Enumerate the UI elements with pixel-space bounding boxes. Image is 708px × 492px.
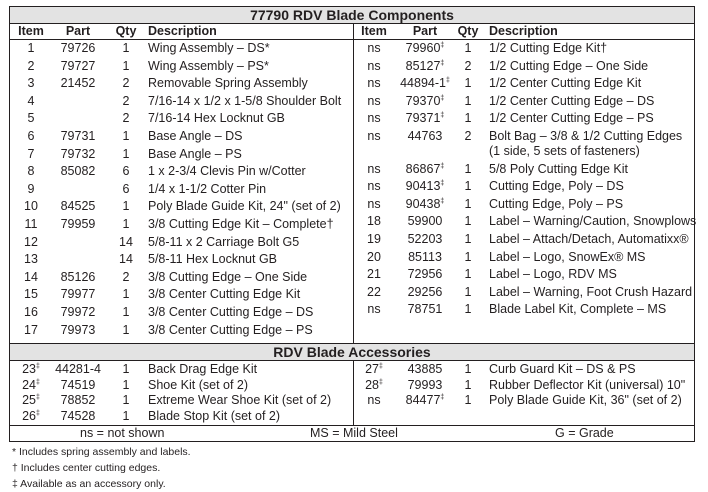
description: (1 side, 5 sets of fasteners) (489, 144, 640, 158)
description: Curb Guard Kit – DS & PS (489, 362, 636, 376)
item-number: ns (367, 111, 381, 126)
quantity: 6 (122, 164, 130, 179)
description: Label – Attach/Detach, Automatixx® (489, 231, 689, 246)
description: Label – Logo, RDV MS (489, 267, 617, 282)
item-number: ns (367, 161, 381, 176)
description: 1/2 Center Cutting Edge Kit (489, 76, 642, 91)
description: Poly Blade Guide Kit, 36" (set of 2) (489, 393, 682, 408)
quantity: 1 (122, 393, 130, 408)
quantity: 1 (464, 249, 472, 264)
item-number: 10 (24, 199, 38, 214)
item-number: 25‡ (22, 393, 40, 408)
part-number: 79732 (60, 146, 96, 161)
item-number: 22 (367, 284, 381, 299)
description: 1/4 x 1-1/2 Cotter Pin (148, 181, 267, 196)
part-number: 79972 (60, 305, 96, 319)
description: Bolt Bag – 3/8 & 1/2 Cutting Edges (489, 129, 683, 143)
quantity: 1 (464, 362, 472, 376)
item-number: 9 (27, 181, 35, 196)
description: Cutting Edge, Poly – PS (489, 196, 624, 211)
item-number: ns (367, 393, 381, 408)
item-number: ns (367, 196, 381, 211)
part-number: 85082 (60, 164, 96, 179)
part-number: 84477‡ (405, 393, 445, 408)
item-number: 5 (27, 111, 35, 126)
table-title: 77790 RDV Blade Components (10, 7, 694, 23)
item-number: 19 (367, 231, 381, 246)
item-number: 17 (24, 322, 38, 337)
part-number: 52203 (407, 231, 443, 246)
footnote-center-edges: † Includes center cutting edges. (12, 462, 161, 474)
item-number: ns (367, 41, 381, 55)
part-number: 90438‡ (405, 196, 445, 211)
quantity: 1 (464, 284, 472, 299)
quantity: 1 (464, 393, 472, 408)
part-number: 72956 (407, 267, 443, 282)
item-number: 15 (24, 287, 38, 302)
footnote-accessory: ‡ Available as an accessory only. (12, 478, 166, 490)
item-number: 24‡ (22, 377, 40, 392)
legend-grade: G = Grade (555, 426, 614, 440)
part-number: 79371‡ (405, 111, 445, 126)
part-number: 90413‡ (405, 179, 445, 194)
quantity: 1 (464, 76, 472, 91)
item-number: 21 (367, 267, 381, 282)
item-number: 20 (367, 249, 381, 264)
description: Removable Spring Assembly (148, 76, 308, 91)
part-number: 79370‡ (405, 93, 445, 108)
item-number: ns (367, 179, 381, 194)
description: 3/8 Center Cutting Edge Kit (148, 287, 301, 302)
description: 3/8 Cutting Edge – One Side (148, 269, 308, 284)
quantity: 1 (122, 217, 130, 231)
part-number: 79726 (60, 41, 96, 55)
quantity: 1 (464, 196, 472, 211)
quantity: 1 (122, 58, 130, 73)
divider (10, 39, 694, 40)
item-number: 27‡ (365, 362, 383, 376)
part-number: 79993 (407, 377, 443, 392)
quantity: 2 (464, 58, 472, 73)
quantity: 2 (122, 76, 130, 91)
description: 3/8 Center Cutting Edge – PS (148, 322, 313, 337)
quantity: 1 (464, 214, 472, 229)
item-number: 13 (24, 252, 38, 267)
quantity: 1 (464, 161, 472, 176)
part-number: 21452 (60, 76, 96, 91)
item-number: 18 (367, 214, 381, 229)
description: 5/8-11 Hex Locknut GB (148, 252, 278, 267)
header-qty: Qty (115, 24, 137, 38)
header-part: Part (412, 24, 438, 38)
quantity: 2 (122, 111, 130, 126)
header-description: Description (489, 24, 558, 38)
quantity: 14 (119, 234, 133, 249)
divider (10, 360, 694, 361)
description: 5/8-11 x 2 Carriage Bolt G5 (148, 234, 300, 249)
part-number: 78852 (60, 393, 96, 408)
description: 1/2 Cutting Edge Kit† (489, 41, 608, 55)
description: Shoe Kit (set of 2) (148, 377, 249, 392)
description: Label – Warning, Foot Crush Hazard (489, 284, 693, 299)
part-number: 44894-1‡ (400, 76, 450, 91)
description: Wing Assembly – PS* (148, 58, 269, 73)
item-number: 16 (24, 305, 38, 319)
item-number: ns (367, 93, 381, 108)
description: Base Angle – DS (148, 129, 243, 143)
description: Blade Stop Kit (set of 2) (148, 408, 281, 423)
part-number: 79960‡ (405, 41, 445, 55)
quantity: 1 (464, 179, 472, 194)
part-number: 79731 (60, 129, 96, 143)
part-number: 79959 (60, 217, 96, 231)
quantity: 1 (122, 377, 130, 392)
quantity: 1 (464, 93, 472, 108)
quantity: 1 (122, 305, 130, 319)
header-description: Description (148, 24, 217, 38)
description: Label – Logo, SnowEx® MS (489, 249, 646, 264)
part-number: 59900 (407, 214, 443, 229)
part-number: 29256 (407, 284, 443, 299)
item-number: 14 (24, 269, 38, 284)
part-number: 79973 (60, 322, 96, 337)
description: 1/2 Cutting Edge – One Side (489, 58, 649, 73)
part-number: 74528 (60, 408, 96, 423)
quantity: 1 (464, 377, 472, 392)
item-number: 8 (27, 164, 35, 179)
item-number: ns (367, 302, 381, 317)
item-number: ns (367, 58, 381, 73)
quantity: 1 (122, 41, 130, 55)
item-number: 23‡ (22, 362, 40, 376)
quantity: 1 (464, 267, 472, 282)
header-item: Item (361, 24, 387, 38)
description: 5/8 Poly Cutting Edge Kit (489, 161, 628, 176)
description: 1/2 Center Cutting Edge – PS (489, 111, 654, 126)
item-number: 26‡ (22, 408, 40, 423)
part-number: 85127‡ (405, 58, 445, 73)
parts-table (9, 6, 695, 442)
part-number: 85126 (60, 269, 96, 284)
quantity: 1 (464, 111, 472, 126)
description: Back Drag Edge Kit (148, 362, 258, 376)
header-item: Item (18, 24, 44, 38)
item-number: 11 (24, 217, 38, 231)
item-number: 28‡ (365, 377, 383, 392)
accessories-title: RDV Blade Accessories (10, 344, 694, 360)
part-number: 44763 (407, 129, 443, 143)
quantity: 2 (122, 269, 130, 284)
description: Cutting Edge, Poly – DS (489, 179, 624, 194)
item-number: ns (367, 129, 381, 143)
footnote-spring: * Includes spring assembly and labels. (12, 446, 191, 458)
quantity: 1 (122, 408, 130, 423)
quantity: 2 (464, 129, 472, 143)
description: Rubber Deflector Kit (universal) 10" (489, 377, 686, 392)
item-number: 6 (27, 129, 35, 143)
part-number: 44281-4 (55, 362, 101, 376)
quantity: 6 (122, 181, 130, 196)
quantity: 1 (122, 322, 130, 337)
part-number: 79977 (60, 287, 96, 302)
quantity: 14 (119, 252, 133, 267)
quantity: 1 (122, 362, 130, 376)
quantity: 1 (464, 41, 472, 55)
description: 1 x 2-3/4 Clevis Pin w/Cotter (148, 164, 306, 179)
item-number: 2 (27, 58, 35, 73)
quantity: 2 (122, 93, 130, 108)
description: Extreme Wear Shoe Kit (set of 2) (148, 393, 332, 408)
quantity: 1 (122, 287, 130, 302)
item-number: 3 (27, 76, 35, 91)
description: Label – Warning/Caution, Snowplows (489, 214, 697, 229)
item-number: ns (367, 76, 381, 91)
description: 1/2 Center Cutting Edge – DS (489, 93, 655, 108)
part-number: 79727 (60, 58, 96, 73)
description: Blade Label Kit, Complete – MS (489, 302, 667, 317)
part-number: 43885 (407, 362, 443, 376)
description: Wing Assembly – DS* (148, 41, 270, 55)
part-number: 85113 (408, 249, 442, 264)
part-number: 78751 (407, 302, 443, 317)
description: 7/16-14 x 1/2 x 1-5/8 Shoulder Bolt (148, 93, 342, 108)
description: 7/16-14 Hex Locknut GB (148, 111, 285, 126)
description: 3/8 Center Cutting Edge – DS (148, 305, 314, 319)
quantity: 1 (464, 302, 472, 317)
part-number: 86867‡ (405, 161, 445, 176)
part-number: 74519 (60, 377, 96, 392)
quantity: 1 (122, 199, 130, 214)
item-number: 12 (24, 234, 38, 249)
quantity: 1 (122, 129, 130, 143)
item-number: 4 (27, 93, 35, 108)
header-qty: Qty (457, 24, 479, 38)
quantity: 1 (122, 146, 130, 161)
item-number: 1 (27, 41, 35, 55)
description: Base Angle – PS (148, 146, 242, 161)
legend-ns: ns = not shown (80, 426, 165, 440)
description: Poly Blade Guide Kit, 24" (set of 2) (148, 199, 341, 214)
quantity: 1 (464, 231, 472, 246)
header-part: Part (65, 24, 91, 38)
legend-ms: MS = Mild Steel (310, 426, 398, 440)
description: 3/8 Cutting Edge Kit – Complete† (148, 217, 334, 231)
item-number: 7 (27, 146, 35, 161)
part-number: 84525 (60, 199, 96, 214)
